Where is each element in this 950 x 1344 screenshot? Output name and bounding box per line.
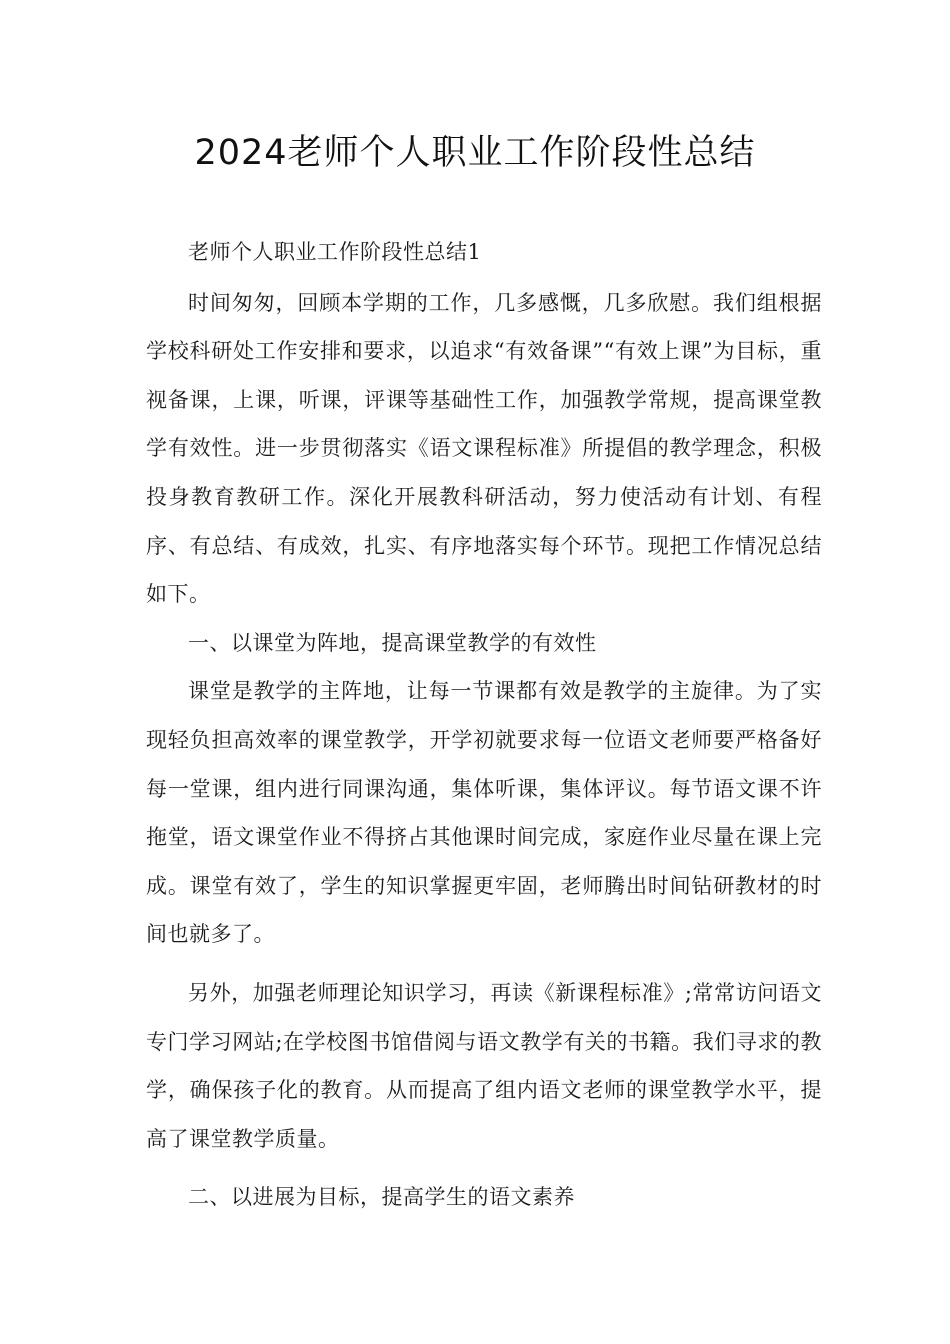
paragraph: 另外，加强老师理论知识学习，再读《新课程标准》;常常访问语文专门学习网站;在学校图书馆借阅与语文教学有关的书籍。我们寻求的教学，确保孩子化的教育。从而提高了组内语文老师的课堂教学水平，提高了课堂教学质量。: [146, 980, 822, 1151]
document-title: 2024老师个人职业工作阶段性总结: [194, 133, 756, 173]
section-heading: 二、以进展为目标，提高学生的语文素养: [188, 1185, 575, 1210]
section-heading: 一、以课堂为阵地，提高课堂教学的有效性: [188, 630, 597, 655]
document-body: [146, 228, 822, 1222]
section-heading: 老师个人职业工作阶段性总结1: [188, 240, 482, 264]
paragraph: 时间匆匆，回顾本学期的工作，几多感慨，几多欣慰。我们组根据学校科研处工作安排和要求，以追求“有效备课”“有效上课”为目标，重视备课，上课，听课，评课等基础性工作，加强教学常规，提高课堂教学有效性。进一步贯彻落实《语文课程标准》所提倡的教学理念，积极投身教育教研工作。深化开展教科研活动，努力使活动有计划、有程序、有总结、有成效，扎实、有序地落实每个环节。现把工作情况总结如下。: [146, 290, 822, 607]
paragraph: 课堂是教学的主阵地，让每一节课都有效是教学的主旋律。为了实现轻负担高效率的课堂教学，开学初就要求每一位语文老师要严格备好每一堂课，组内进行同课沟通，集体听课，集体评议。每节语文课不许拖堂，语文课堂作业不得挤占其他课时间完成，家庭作业尽量在课上完成。课堂有效了，学生的知识掌握更牢固，老师腾出时间钻研教材的时间也就多了。: [146, 679, 822, 947]
